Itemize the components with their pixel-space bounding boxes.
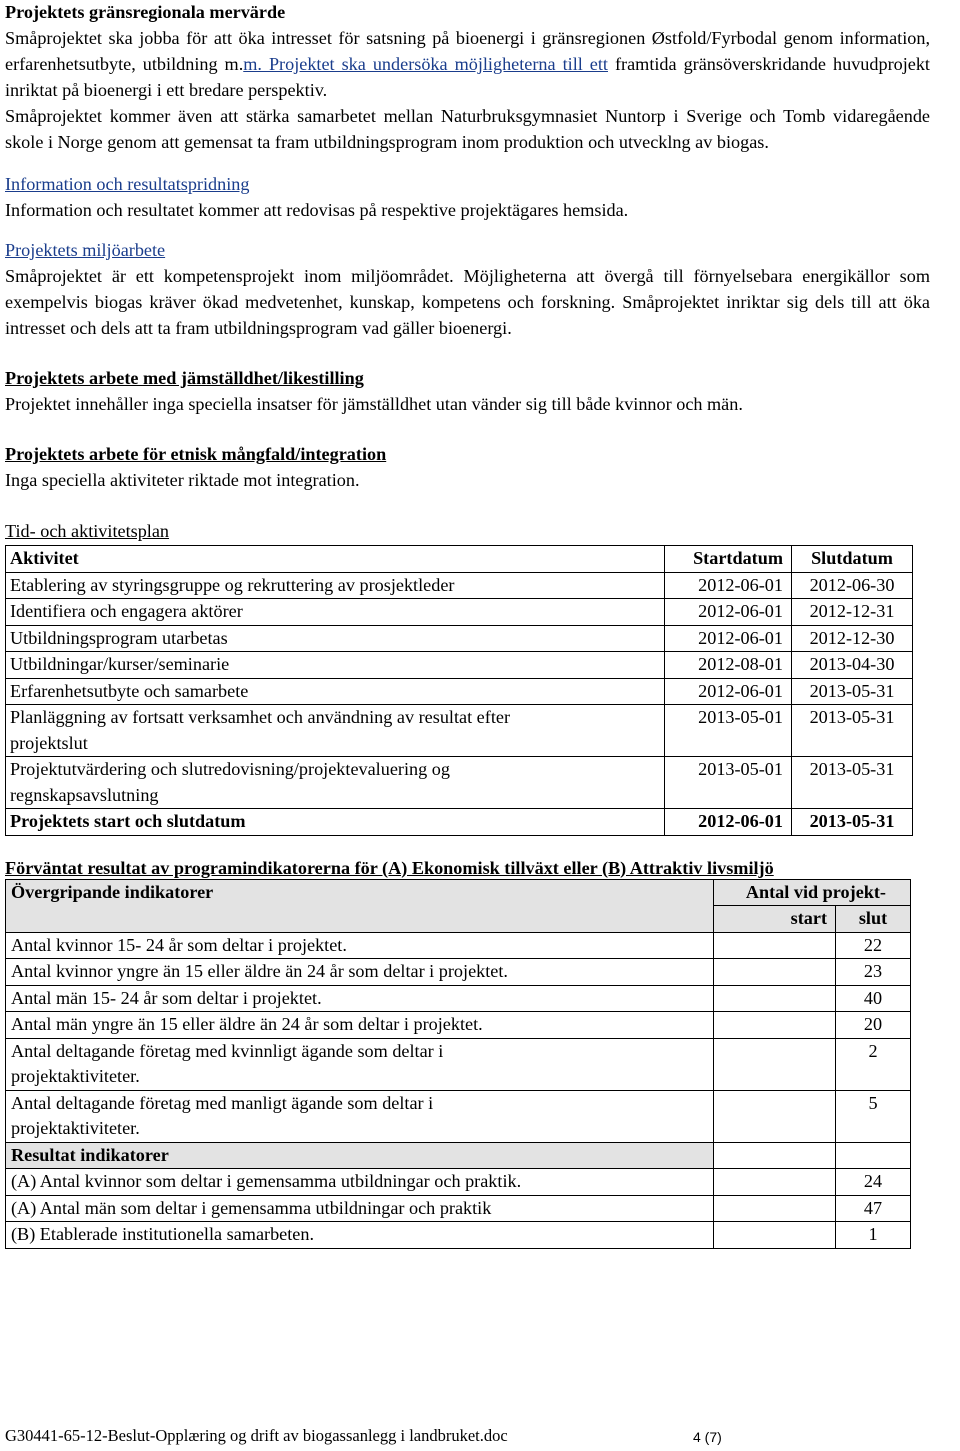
table-row — [6, 599, 913, 626]
plan-title: Tid- och aktivitetsplan — [5, 521, 170, 541]
indicator-start — [714, 959, 836, 986]
cell-end: 2012-06-30 — [792, 572, 913, 599]
cell-activity: Projektets start och slutdatum — [6, 809, 665, 836]
table-row — [6, 985, 911, 1012]
indicator-label: Antal deltagande företag med kvinnligt ägande som deltar i projektaktiviteter. — [6, 1038, 714, 1090]
section-mangfald — [5, 441, 930, 493]
table-row — [6, 1169, 911, 1196]
header-count-label: Antal vid projekt- — [745, 881, 886, 902]
indicators-title: Förväntat resultat av programindikatorerna för (A) Ekonomisk tillväxt eller (B) Attraktiv livsmiljö — [5, 857, 774, 878]
cell-activity: Identifiera och engagera aktörer — [6, 599, 665, 626]
cell-start: 2012-06-01 — [665, 625, 792, 652]
table-row — [6, 932, 911, 959]
table-row — [6, 1195, 911, 1222]
section-heading[interactable]: Projektets miljöarbete — [5, 240, 166, 260]
indicator-label: (A) Antal kvinnor som deltar i gemensamma utbildningar och praktik. — [6, 1169, 714, 1196]
indicator-start — [714, 985, 836, 1012]
table-row — [6, 1038, 911, 1090]
indicator-end: 1 — [836, 1222, 911, 1249]
section-heading: Projektets arbete för etnisk mångfald/integration — [5, 444, 387, 464]
activity-plan-table — [5, 545, 913, 836]
cell-start: 2013-05-01 — [665, 705, 792, 757]
indicator-start — [714, 932, 836, 959]
paragraph — [5, 25, 930, 103]
section-heading: Projektets arbete med jämställdhet/likestilling — [5, 368, 364, 388]
paragraph-text: Småprojektet ska jobba för att öka intresset för satsning på bioenergi i gränsregionen Østfold/Fyrbodal genom information, erfarenhetsutbyte, utbildning m. — [5, 28, 930, 74]
indicator-start — [714, 1195, 836, 1222]
column-header-activity: Aktivitet — [6, 546, 665, 573]
indicator-label: (A) Antal män som deltar i gemensamma utbildningar och praktik — [6, 1195, 714, 1222]
cell-start: 2012-08-01 — [665, 652, 792, 679]
indicator-start — [714, 1169, 836, 1196]
indicator-end: 40 — [836, 985, 911, 1012]
cell-end: 2012-12-31 — [792, 599, 913, 626]
table-row — [6, 1222, 911, 1249]
cell-end: 2013-05-31 — [792, 678, 913, 705]
section-plan — [5, 518, 930, 836]
header-result-indicators: Resultat indikatorer — [6, 1142, 714, 1169]
cell-start: 2012-06-01 — [665, 572, 792, 599]
cell-activity: Planläggning av fortsatt verksamhet och användning av resultat efter projektslut — [6, 705, 665, 757]
paragraph: Småprojektet kommer även att stärka samarbetet mellan Naturbruksgymnasiet Nuntorp i Sverige och Tomb vidaregående skole i Norge genom att gemensat ta fram utbildningsprogram inom produktion och utvecklng av biogas. — [5, 106, 930, 152]
table-row — [6, 757, 913, 809]
section-information — [5, 171, 930, 223]
section-indicators — [5, 857, 930, 1249]
section-jamstalldhet — [5, 365, 930, 417]
section-miljo — [5, 237, 930, 341]
indicator-start — [714, 1222, 836, 1249]
indicator-end: 22 — [836, 932, 911, 959]
table-header-row — [6, 546, 913, 573]
table-row — [6, 1012, 911, 1039]
indicator-end: 20 — [836, 1012, 911, 1039]
indicator-end: 5 — [836, 1090, 911, 1142]
indicator-label: Antal män 15- 24 år som deltar i projektet. — [6, 985, 714, 1012]
document-page — [5, 0, 930, 1249]
indicator-end: 47 — [836, 1195, 911, 1222]
cell-start: 2012-06-01 — [665, 599, 792, 626]
link-text[interactable]: m. Projektet ska undersöka möjligheterna till ett — [243, 54, 608, 74]
table-row — [6, 625, 913, 652]
table-header-row — [6, 1142, 911, 1169]
cell-end: 2013-04-30 — [792, 652, 913, 679]
table-row — [6, 678, 913, 705]
indicator-label: Antal kvinnor 15- 24 år som deltar i projektet. — [6, 932, 714, 959]
paragraph: Information och resultatet kommer att redovisas på respektive projektägares hemsida. — [5, 200, 629, 220]
indicator-label: Antal män yngre än 15 eller äldre än 24 år som deltar i projektet. — [6, 1012, 714, 1039]
indicator-start — [714, 1090, 836, 1142]
column-header-start: Startdatum — [665, 546, 792, 573]
cell-end: 2013-05-31 — [792, 809, 913, 836]
table-total-row — [6, 809, 913, 836]
footer-page-number: 4 (7) — [693, 1429, 722, 1445]
empty-cell — [714, 1142, 836, 1169]
indicators-table — [5, 879, 911, 1249]
paragraph: Inga speciella aktiviteter riktade mot integration. — [5, 470, 360, 490]
cell-activity: Projektutvärdering och slutredovisning/projektevaluering og regnskapsavslutning — [6, 757, 665, 809]
section-heading[interactable]: Information och resultatspridning — [5, 174, 250, 194]
cell-activity: Utbildningar/kurser/seminarie — [6, 652, 665, 679]
header-overall-indicators: Övergripande indikatorer — [6, 879, 714, 932]
column-header-end: Slutdatum — [792, 546, 913, 573]
indicator-end: 2 — [836, 1038, 911, 1090]
cell-start: 2013-05-01 — [665, 757, 792, 809]
cell-activity: Etablering av styringsgruppe og rekruttering av prosjektleder — [6, 572, 665, 599]
footer-document-name: G30441-65-12-Beslut-Opplæring og drift av biogassanlegg i landbruket.doc — [5, 1426, 508, 1445]
table-row — [6, 705, 913, 757]
indicator-label: Antal deltagande företag med manligt ägande som deltar i projektaktiviteter. — [6, 1090, 714, 1142]
section-gransregional — [5, 0, 930, 155]
table-row — [6, 959, 911, 986]
header-count — [714, 879, 911, 906]
paragraph: Småprojektet är ett kompetensprojekt inom miljöområdet. Möjligheterna att övergå till förnyelsebara energikällor som exempelvis biogas kräver ökad medvetenhet, kunskap, kompetens och forskning. Småprojektet inriktar sig dels till att öka intresset och dels att ta fram utbildningsprogram vad gäller bioenergi. — [5, 266, 930, 338]
paragraph-text: framtida gränsöverskridande huvudprojekt inriktat på bioenergi i ett bredare perspektiv. — [5, 54, 930, 100]
cell-end: 2013-05-31 — [792, 757, 913, 809]
header-start: start — [714, 906, 836, 933]
indicator-end: 23 — [836, 959, 911, 986]
indicator-start — [714, 1012, 836, 1039]
cell-start: 2012-06-01 — [665, 809, 792, 836]
table-row — [6, 1090, 911, 1142]
cell-end: 2012-12-30 — [792, 625, 913, 652]
table-row — [6, 572, 913, 599]
table-header-row — [6, 879, 911, 906]
cell-activity: Erfarenhetsutbyte och samarbete — [6, 678, 665, 705]
section-heading: Projektets gränsregionala mervärde — [5, 2, 286, 22]
indicator-end: 24 — [836, 1169, 911, 1196]
header-end: slut — [836, 906, 911, 933]
indicator-start — [714, 1038, 836, 1090]
cell-activity: Utbildningsprogram utarbetas — [6, 625, 665, 652]
cell-start: 2012-06-01 — [665, 678, 792, 705]
indicator-label: Antal kvinnor yngre än 15 eller äldre än 24 år som deltar i projektet. — [6, 959, 714, 986]
empty-cell — [836, 1142, 911, 1169]
cell-end: 2013-05-31 — [792, 705, 913, 757]
table-row — [6, 652, 913, 679]
indicator-label: (B) Etablerade institutionella samarbeten. — [6, 1222, 714, 1249]
paragraph: Projektet innehåller inga speciella insatser för jämställdhet utan vänder sig till både kvinnor och män. — [5, 394, 743, 414]
